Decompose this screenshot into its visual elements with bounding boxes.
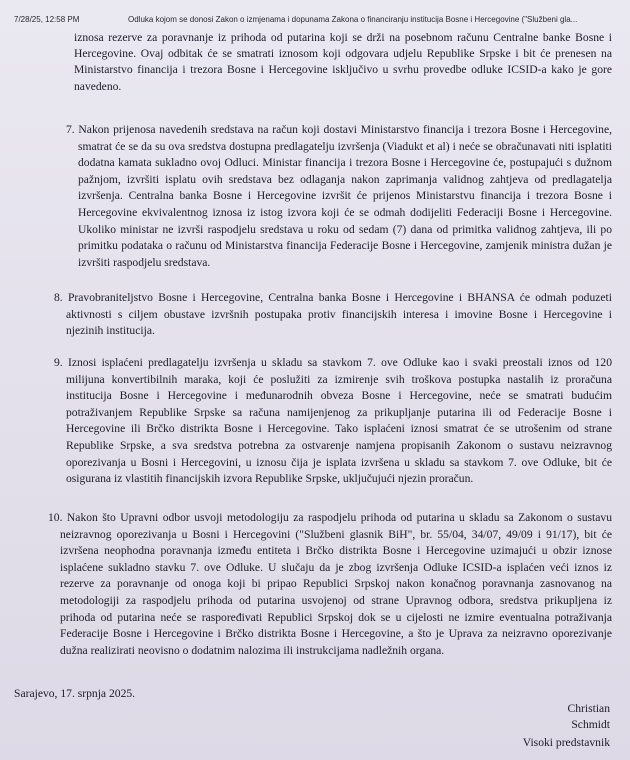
paragraph-item-9-line: Republike Srpske, a sva sredstva potrebna za ostvarenje namjena propisanih Zakonom o sustavu neizravnog bbox=[66, 439, 612, 452]
paragraph-continuation-line: Hercegovine. Ovaj odbitak će se smatrati iznosom koji odgovara udjelu Republike Srpske i bit će prenesen na bbox=[74, 47, 612, 61]
paragraph-item-10-line: Federacije Bosne i Hercegovine i Brčko distrikta Bosne i Hercegovine, a što je Uprava za neizravno oporezivanje bbox=[60, 627, 612, 641]
paragraph-continuation-line: Ministarstvo financija i trezora Bosne i Hercegovine isključivo u svrhu provedbe odluke ICSID-a kako je gore bbox=[74, 63, 612, 77]
paragraph-item-7-line: 7. Nakon prijenosa navedenih sredstava na račun koji dostavi Ministarstvo financija i trezora Bosne i Hercegovine, bbox=[66, 123, 612, 136]
paragraph-item-7-line: Ukoliko ministar ne izvrši raspodjelu sredstava u roku od sedam (7) dana od primitka validnog zahtjeva, ili po bbox=[78, 222, 612, 236]
paragraph-item-7-line: dodatna kamata sukladno ovoj Odluci. Ministar financija i trezora Bosne i Hercegovine će, postupajući s dužnom bbox=[78, 156, 612, 170]
signatory-first-name: Christian bbox=[567, 702, 610, 715]
paragraph-item-10-line: isplaćene sukladno stavku 7. ove Odluke. U slučaju da je zbog izvršenja Odluke ICSID-a isplaćen veći iznos iz bbox=[60, 560, 612, 574]
paragraph-item-7-line: pažnjom, izvršiti isplatu ovih sredstava bez odlaganja nakon zaprimanja validnog zahtjeva od predlagatelja bbox=[78, 172, 612, 186]
paragraph-item-7-line: Hercegovine ekvivalentnog iznosa iz istog izvora koji će se odmah dodijeliti Federaciji Bosne i Hercegovine. bbox=[78, 206, 612, 219]
paragraph-item-10-line: neizravnog oporezivanja u Bosni i Hercegovini ("Službeni glasnik BiH", br. 55/04, 34/07, 49/09 i 91/17), bit će bbox=[60, 527, 612, 541]
paragraph-item-7-line: izvršiti raspodjelu sredstava. bbox=[78, 255, 211, 269]
paragraph-item-9-line: 9. Iznosi isplaćeni predlagatelju izvršenja u skladu sa stavkom 7. ove Odluke kao i svaki preostali iznos od 120 bbox=[54, 356, 612, 369]
paragraph-item-10-line: 10. Nakon što Upravni odbor usvoji metodologiju za raspodjelu prihoda od putarina u skladu sa Zakonom o sustavu bbox=[48, 511, 612, 524]
paragraph-item-9-line: milijuna konvertibilnih maraka, koji će poslužiti za izmirenje svih troškova postupka nastalih iz proračuna bbox=[66, 372, 612, 386]
signatory-role: Visoki predstavnik bbox=[522, 736, 610, 749]
paragraph-item-10-line: prihoda od putarina neće se raspoređivati Republici Srpskoj dok se u cijelosti ne izmire eventualna potraživanja bbox=[60, 610, 612, 624]
paragraph-item-7-line: izvršenja. Centralna banka Bosne i Hercegovine izvršit će prijenos Ministarstvu financija i trezora Bosne i bbox=[78, 189, 612, 203]
paragraph-item-7-line: smatrat će se da su ova sredstva dostupna predlagatelju izvršenja (Viadukt et al) i neće se obračunavati niti isplatiti bbox=[78, 139, 612, 153]
paragraph-item-9-line: osigurana iz vlastitih financijskih izvora Republike Srpske, uključujući njezin proračun. bbox=[66, 472, 474, 486]
paragraph-continuation-line: iznosa rezerve za poravnanje iz prihoda od putarina koji se drži na posebnom računu Centralne banke Bosne i bbox=[74, 31, 612, 44]
paragraph-item-9-line: oporezivanja u Bosni i Hercegovini, u iznosu čija je isplata izvršena u skladu sa stavkom 7. ove Odluke, bit će bbox=[66, 455, 612, 469]
paragraph-item-8-line: 8. Pravobraniteljstvo Bosne i Hercegovine, Centralna banka Bosne i Hercegovine i BHANSA će odmah poduzeti bbox=[54, 291, 612, 304]
paragraph-item-10-line: dužna realizirati neovisno o dodatnim nalozima ili instrukcijama nadležnih organa. bbox=[60, 643, 445, 657]
paragraph-item-9-line: Hercegovine ili Brčko distrikta Bosne i Hercegovine. Tako isplaćeni iznosi smatrat će se utrošenim od strane bbox=[66, 422, 612, 436]
paragraph-item-8-line: njezinih institucija. bbox=[66, 324, 155, 338]
signatory-last-name: Schmidt bbox=[571, 718, 610, 731]
print-document-title: Odluka kojom se donosi Zakon o izmjenama i dopunama Zakona o financiranju institucija Bosne i Hercegovine ("Službeni gla... bbox=[128, 15, 578, 24]
paragraph-continuation-line: navedeno. bbox=[74, 79, 122, 93]
paragraph-item-9-line: institucija Bosne i Hercegovine i međunarodnih obveza Bosne i Hercegovine, neće se smatrati budućim bbox=[66, 389, 612, 403]
paragraph-item-9-line: potraživanjem Republike Srpske sa računa namijenjenog za prikupljanje putarina ili od Federacije Bosne i bbox=[66, 405, 612, 419]
paragraph-item-10-line: rezerve za poravnanje od onoga koji bi pripao Republici Srpskoj nakon konačnog poravnanja zasnovanog na bbox=[60, 577, 612, 591]
paragraph-item-10-line: metodologiji za raspodjelu prihoda od putarina usvojenoj od strane Upravnog odbora, sredstva prikupljena iz bbox=[60, 594, 612, 607]
paragraph-item-7-line: primitku podataka o računu od Ministarstva financija Federacije Bosne i Hercegovine, zamjenik ministra dužan je bbox=[78, 239, 612, 253]
paragraph-item-10-line: izvršena neophodna poravnanja između entiteta i Brčko distrikta Bosne i Hercegovine uzimajući u obzir iznose bbox=[60, 544, 612, 558]
print-timestamp: 7/28/25, 12:58 PM bbox=[14, 15, 80, 24]
place-and-date: Sarajevo, 17. srpnja 2025. bbox=[14, 687, 136, 700]
paragraph-item-8-line: aktivnosti s ciljem obustave izvršnih postupaka protiv financijskih interesa i imovine Bosne i Hercegovine i bbox=[66, 307, 612, 321]
